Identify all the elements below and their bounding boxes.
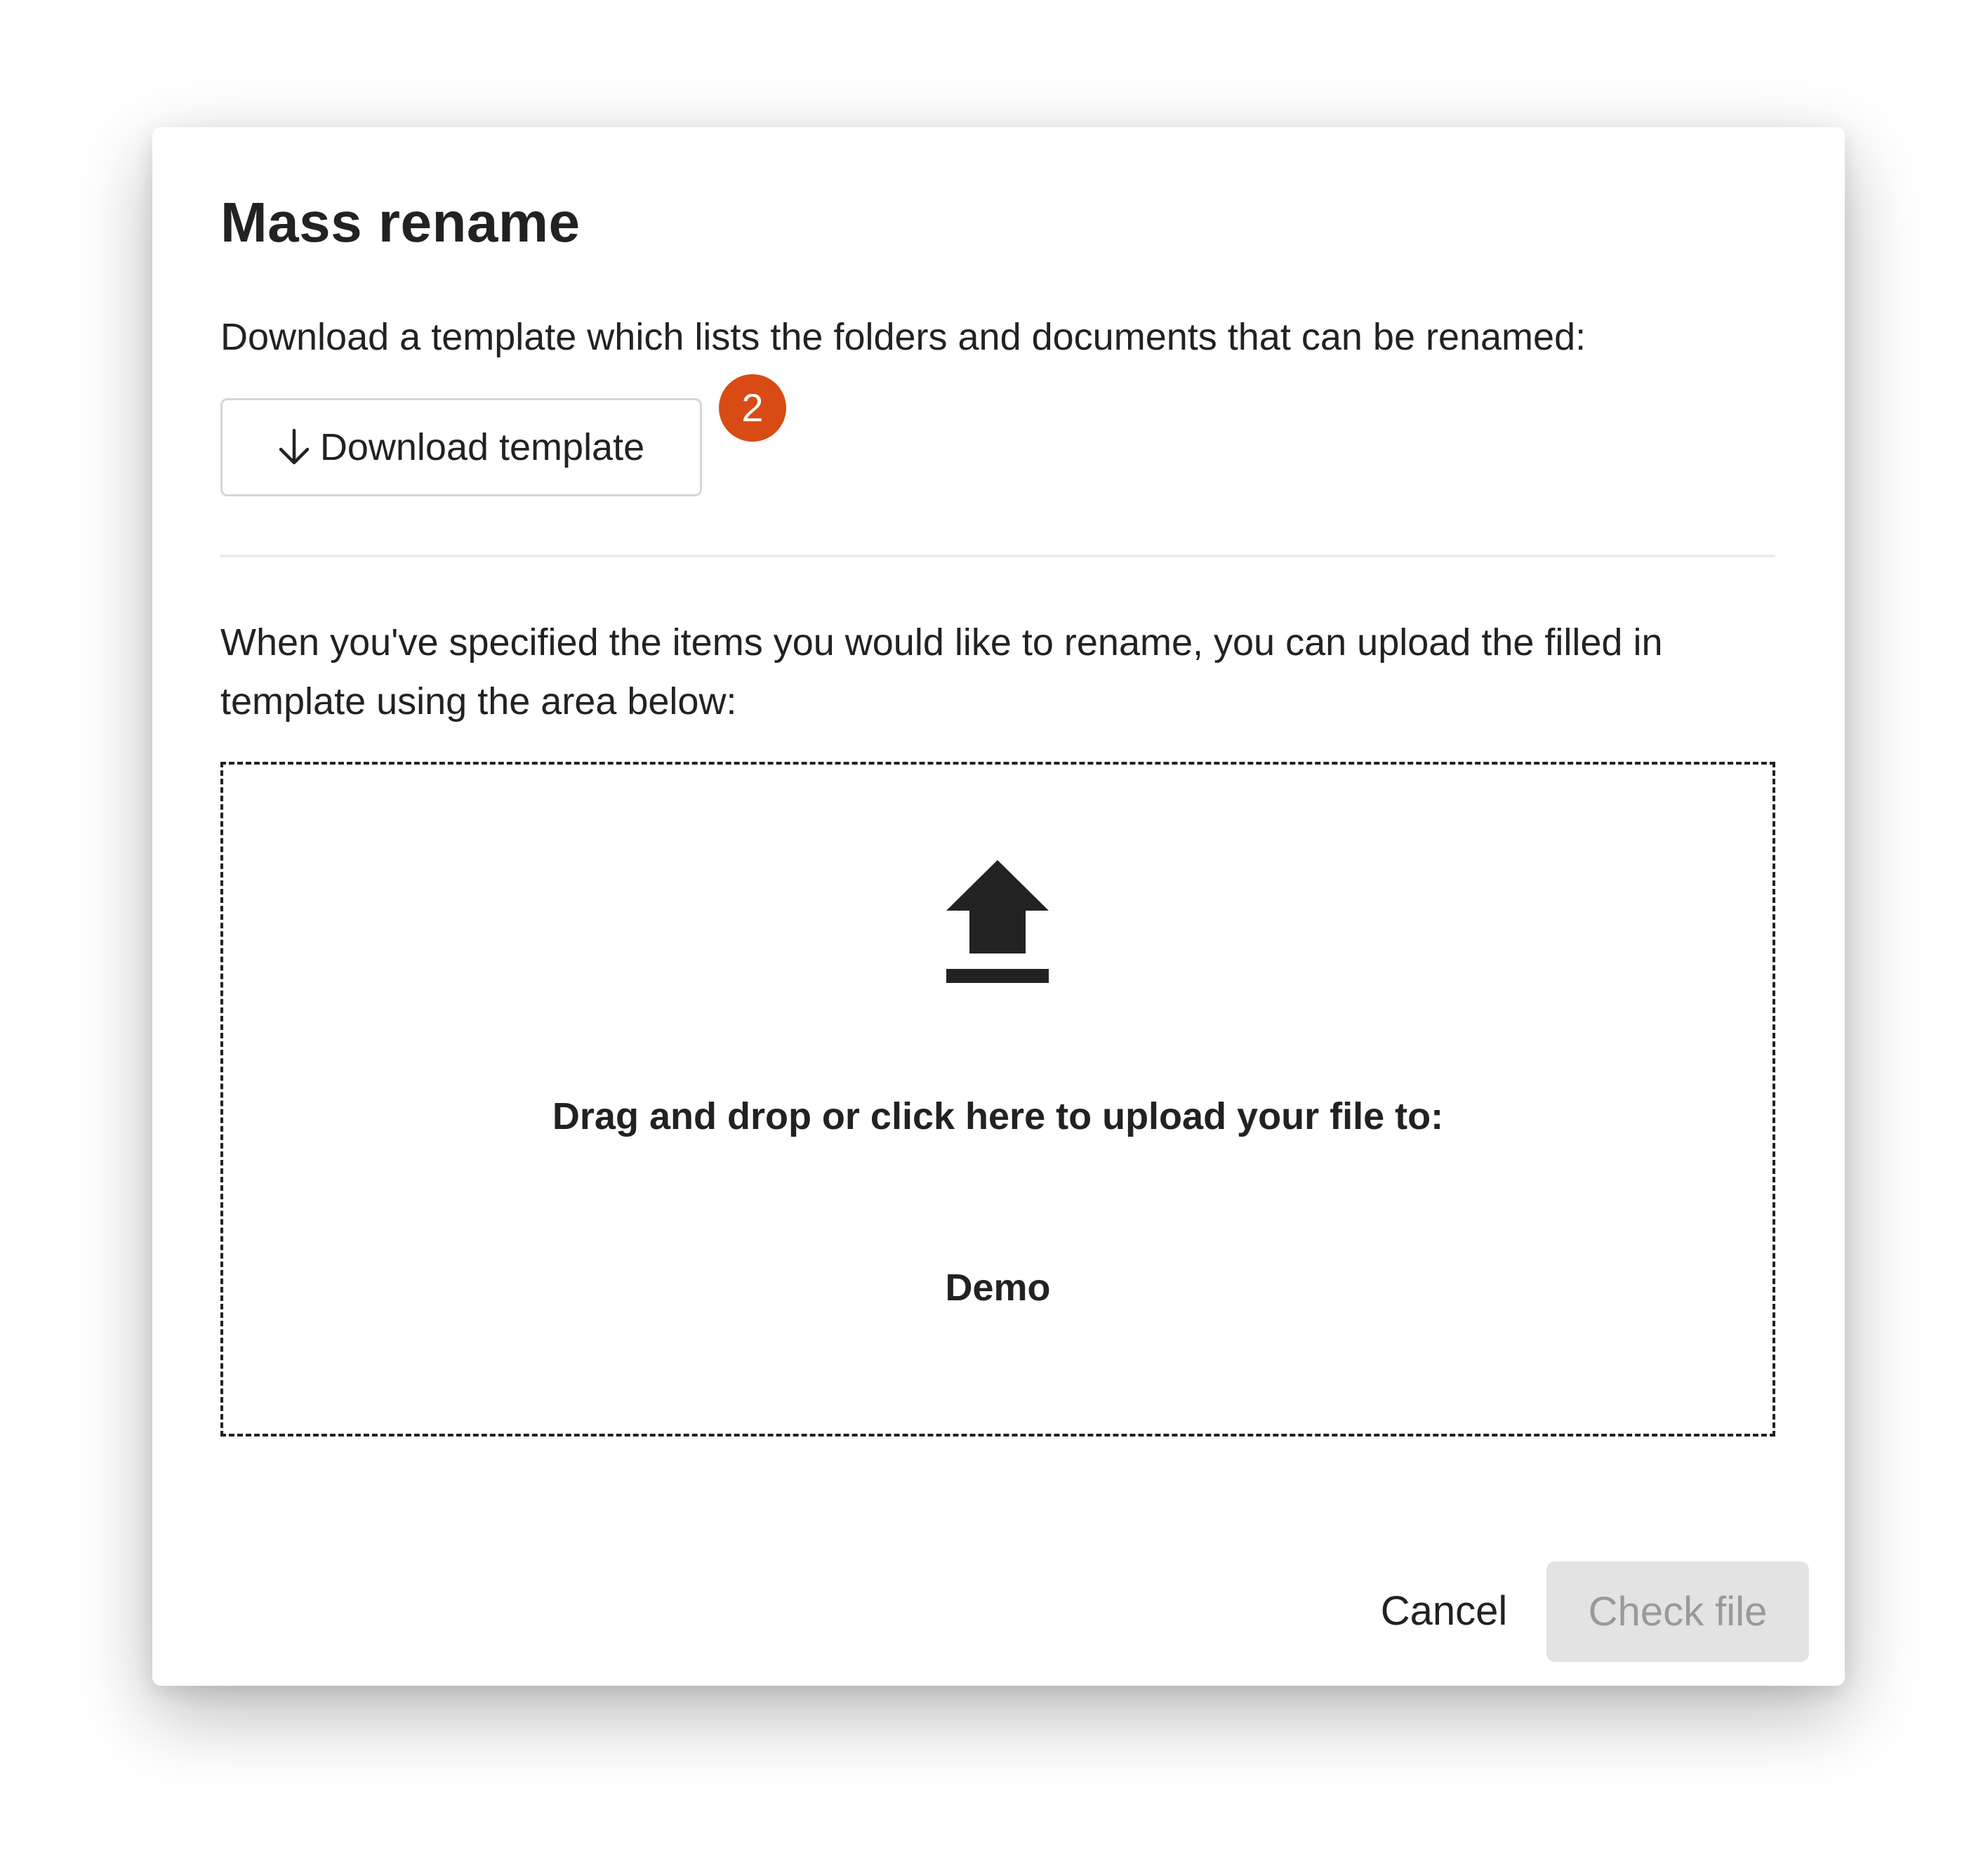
dropzone-target-folder: Demo xyxy=(945,1267,1051,1309)
check-file-button[interactable]: Check file xyxy=(1546,1561,1809,1662)
mass-rename-dialog xyxy=(152,127,1845,1686)
download-template-label: Download template xyxy=(319,426,645,468)
upload-icon xyxy=(946,860,1049,983)
section-divider xyxy=(220,555,1775,557)
upload-instructions-text: When you've specified the items you would like to rename, you can upload the filled in template using the area below: xyxy=(220,621,1663,722)
file-dropzone[interactable] xyxy=(220,762,1775,1437)
dropzone-instruction: Drag and drop or click here to upload your file to: xyxy=(552,1095,1444,1137)
step-badge: 2 xyxy=(719,374,786,442)
arrow-down-icon xyxy=(278,428,310,467)
cancel-button[interactable]: Cancel xyxy=(1360,1561,1528,1660)
download-intro-text: Download a template which lists the folders and documents that can be renamed: xyxy=(220,316,1586,358)
download-template-button[interactable] xyxy=(220,398,702,496)
dialog-title: Mass rename xyxy=(220,191,581,253)
